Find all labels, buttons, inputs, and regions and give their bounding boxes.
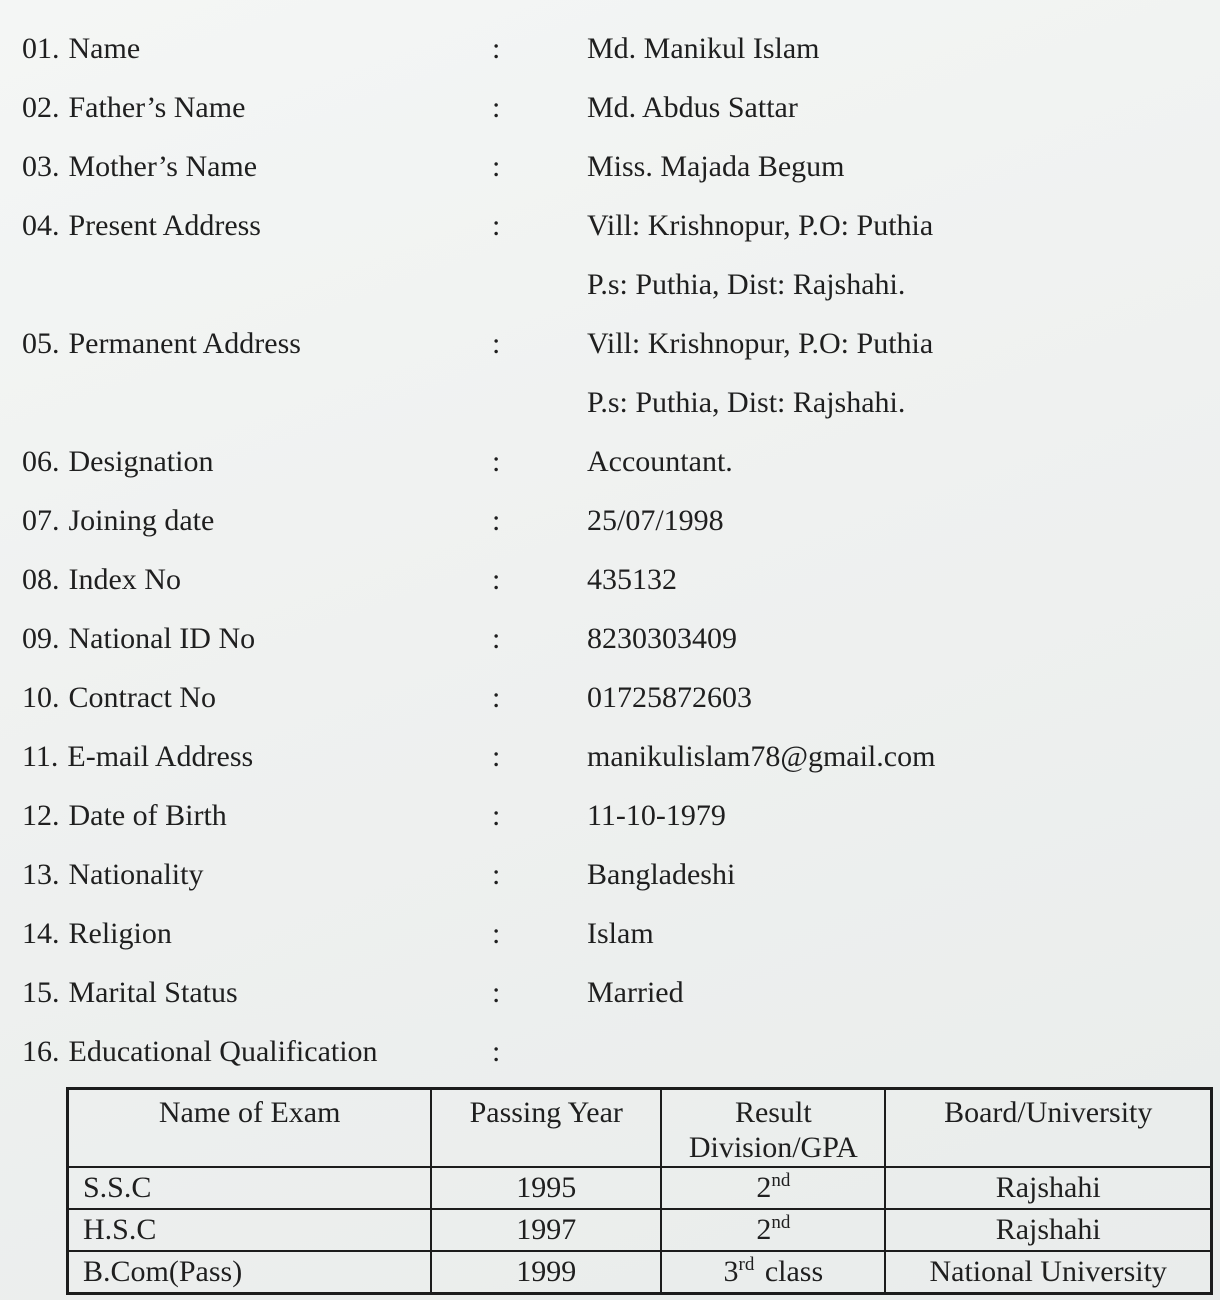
field-row-present-address [22, 196, 1220, 314]
field-title: Marital Status [68, 976, 238, 1009]
field-value-line: Bangladeshi [587, 858, 736, 891]
field-row-joining-date [22, 491, 1220, 550]
cell-result [661, 1209, 885, 1251]
field-number: 07. [22, 504, 60, 537]
field-colon: : [492, 681, 501, 714]
field-title: Index No [68, 563, 181, 596]
cell-result [661, 1251, 885, 1293]
field-title: Father’s Name [68, 91, 246, 124]
field-title: Religion [68, 917, 172, 950]
field-title: Date of Birth [68, 799, 227, 832]
field-title: Educational Qualification [68, 1035, 378, 1068]
field-number: 11. [22, 740, 59, 773]
field-colon: : [492, 976, 501, 1009]
result-base: 2 [756, 1213, 772, 1246]
field-value-line: Md. Manikul Islam [587, 32, 820, 65]
field-value [587, 786, 1220, 845]
cell-year: 1999 [431, 1251, 661, 1293]
field-label [22, 491, 492, 550]
table-row-ssc [68, 1167, 1212, 1209]
cell-year: 1995 [431, 1167, 661, 1209]
field-colon: : [492, 32, 501, 65]
field-label [22, 19, 492, 78]
field-title: Joining date [68, 504, 215, 537]
header-result-division-gpa [661, 1089, 885, 1168]
table-row-bcom [68, 1251, 1212, 1293]
field-value-line: Md. Abdus Sattar [587, 91, 798, 124]
qualification-table [66, 1087, 1213, 1295]
field-colon: : [492, 799, 501, 832]
field-label [22, 550, 492, 609]
field-label [22, 904, 492, 963]
field-value-line: Married [587, 976, 684, 1009]
field-number: 14. [22, 917, 60, 950]
header-passing-year: Passing Year [431, 1089, 661, 1168]
cell-year: 1997 [431, 1209, 661, 1251]
field-value-line: Accountant. [587, 445, 733, 478]
table-row-hsc [68, 1209, 1212, 1251]
field-row-email [22, 727, 1220, 786]
field-colon: : [492, 445, 501, 478]
field-row-national-id [22, 609, 1220, 668]
field-label [22, 727, 492, 786]
field-value [587, 196, 1220, 314]
field-number: 13. [22, 858, 60, 891]
header-result-line1: Result [734, 1096, 812, 1129]
field-colon: : [492, 858, 501, 891]
field-row-fathers-name [22, 78, 1220, 137]
field-value [587, 963, 1220, 1022]
field-value [587, 727, 1220, 786]
field-number: 15. [22, 976, 60, 1009]
field-colon: : [492, 563, 501, 596]
field-value [587, 137, 1220, 196]
field-value-line: 11-10-1979 [587, 799, 726, 832]
field-colon: : [492, 504, 501, 537]
field-label [22, 786, 492, 845]
field-value-line: Vill: Krishnopur, P.O: Puthia [587, 327, 934, 360]
field-value [587, 904, 1220, 963]
field-row-marital-status [22, 963, 1220, 1022]
field-value-line: manikulislam78@gmail.com [587, 740, 936, 773]
field-title: Present Address [68, 209, 261, 242]
cell-board: Rajshahi [885, 1209, 1211, 1251]
field-number: 10. [22, 681, 60, 714]
field-value [587, 668, 1220, 727]
field-value [587, 432, 1220, 491]
field-label [22, 845, 492, 904]
result-superscript: nd [771, 1212, 791, 1233]
field-row-designation [22, 432, 1220, 491]
field-label [22, 668, 492, 727]
field-row-date-of-birth [22, 786, 1220, 845]
cell-board: National University [885, 1251, 1211, 1293]
field-label [22, 137, 492, 196]
field-row-nationality [22, 845, 1220, 904]
field-number: 03. [22, 150, 60, 183]
field-number: 08. [22, 563, 60, 596]
header-board-university: Board/University [885, 1089, 1211, 1168]
field-title: Contract No [68, 681, 216, 714]
header-result-line2: Division/GPA [688, 1131, 858, 1164]
field-label [22, 314, 492, 373]
field-title: Name [68, 32, 141, 65]
cell-exam: B.Com(Pass) [68, 1251, 432, 1293]
field-number: 05. [22, 327, 60, 360]
field-colon: : [492, 150, 501, 183]
field-label [22, 432, 492, 491]
result-superscript: nd [771, 1170, 791, 1191]
field-number: 04. [22, 209, 60, 242]
field-value [587, 19, 1220, 78]
cell-exam: S.S.C [68, 1167, 432, 1209]
field-value-line: Vill: Krishnopur, P.O: Puthia [587, 209, 934, 242]
field-label [22, 963, 492, 1022]
field-row-mothers-name [22, 137, 1220, 196]
field-colon: : [492, 740, 501, 773]
field-value [587, 314, 1220, 432]
field-row-religion [22, 904, 1220, 963]
field-title: Designation [68, 445, 214, 478]
field-row-permanent-address [22, 314, 1220, 432]
field-value [587, 78, 1220, 137]
field-title: Mother’s Name [68, 150, 258, 183]
field-title: National ID No [68, 622, 256, 655]
field-value-line: P.s: Puthia, Dist: Rajshahi. [587, 386, 906, 419]
field-label [22, 609, 492, 668]
field-label [22, 196, 492, 255]
result-base: 2 [756, 1171, 772, 1204]
cell-exam: H.S.C [68, 1209, 432, 1251]
field-row-contract-no [22, 668, 1220, 727]
result-suffix: class [764, 1254, 824, 1288]
table-header-row [68, 1089, 1212, 1168]
result-superscript: rd [738, 1253, 755, 1275]
field-value [587, 609, 1220, 668]
cell-result [661, 1167, 885, 1209]
field-colon: : [492, 209, 501, 242]
field-value-line: 01725872603 [587, 681, 752, 714]
field-number: 09. [22, 622, 60, 655]
field-value [587, 491, 1220, 550]
field-number: 12. [22, 799, 60, 832]
field-value-line: 435132 [587, 563, 677, 596]
field-colon: : [492, 327, 501, 360]
field-value-line: 8230303409 [587, 622, 737, 655]
field-value-line: P.s: Puthia, Dist: Rajshahi. [587, 268, 906, 301]
field-label [22, 78, 492, 137]
field-value-line: Miss. Majada Begum [587, 150, 845, 183]
field-title: Permanent Address [68, 327, 301, 360]
field-row-index-no [22, 550, 1220, 609]
field-value-line: Islam [587, 917, 654, 950]
field-title: E-mail Address [67, 740, 254, 773]
field-value [587, 845, 1220, 904]
field-colon: : [492, 91, 501, 124]
field-colon: : [492, 917, 501, 950]
field-number: 01. [22, 32, 60, 65]
field-number: 02. [22, 91, 60, 124]
field-colon: : [492, 622, 501, 655]
field-value [587, 550, 1220, 609]
field-row-educational-qualification [22, 1022, 1220, 1081]
cell-board: Rajshahi [885, 1167, 1211, 1209]
field-number: 16. [22, 1035, 60, 1068]
result-base: 3 [723, 1254, 739, 1288]
field-row-name [22, 19, 1220, 78]
field-label [22, 1022, 492, 1081]
field-title: Nationality [68, 858, 204, 891]
field-value-line: 25/07/1998 [587, 504, 724, 537]
field-colon: : [492, 1035, 501, 1068]
header-name-of-exam: Name of Exam [68, 1089, 432, 1168]
field-number: 06. [22, 445, 60, 478]
